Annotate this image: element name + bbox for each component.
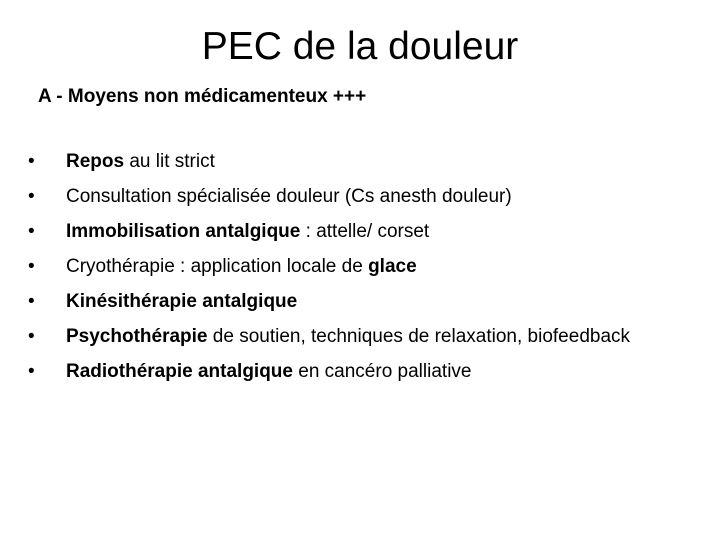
item-bold-text: glace bbox=[368, 256, 417, 277]
bullet-icon: • bbox=[28, 361, 35, 382]
slide-title: PEC de la douleur bbox=[201, 25, 519, 68]
item-bold-text: Psychothérapie bbox=[66, 326, 208, 347]
item-bold-text: Kinésithérapie antalgique bbox=[66, 291, 298, 312]
item-text: Cryothérapie : application locale de bbox=[66, 256, 369, 277]
list-item-repos bbox=[28, 150, 668, 173]
list-item-cryotherapie bbox=[28, 255, 668, 278]
list-item-consultation bbox=[28, 185, 668, 208]
bullet-list bbox=[28, 150, 668, 395]
bullet-icon: • bbox=[28, 221, 35, 242]
bullet-icon: • bbox=[28, 186, 35, 207]
bullet-icon: • bbox=[28, 256, 35, 277]
item-text: au lit strict bbox=[124, 151, 215, 172]
item-text: de soutien, techniques de relaxation, biofeedback bbox=[207, 326, 631, 347]
list-item-psychotherapie bbox=[28, 325, 668, 348]
list-item-immobilisation bbox=[28, 220, 668, 243]
item-text: : attelle/ corset bbox=[300, 221, 430, 242]
list-item-kinesitherapie bbox=[28, 290, 668, 313]
bullet-icon: • bbox=[28, 291, 35, 312]
section-subtitle: A - Moyens non médicamenteux +++ bbox=[38, 86, 367, 107]
item-bold-text: Immobilisation antalgique bbox=[66, 221, 301, 242]
item-bold-text: Repos bbox=[66, 151, 125, 172]
item-bold-text: Radiothérapie antalgique bbox=[66, 361, 293, 382]
bullet-icon: • bbox=[28, 326, 35, 347]
bullet-icon: • bbox=[28, 151, 35, 172]
list-item-radiotherapie bbox=[28, 360, 668, 383]
item-text: Consultation spécialisée douleur (Cs anesth douleur) bbox=[66, 186, 512, 207]
item-text: en cancéro palliative bbox=[292, 361, 472, 382]
